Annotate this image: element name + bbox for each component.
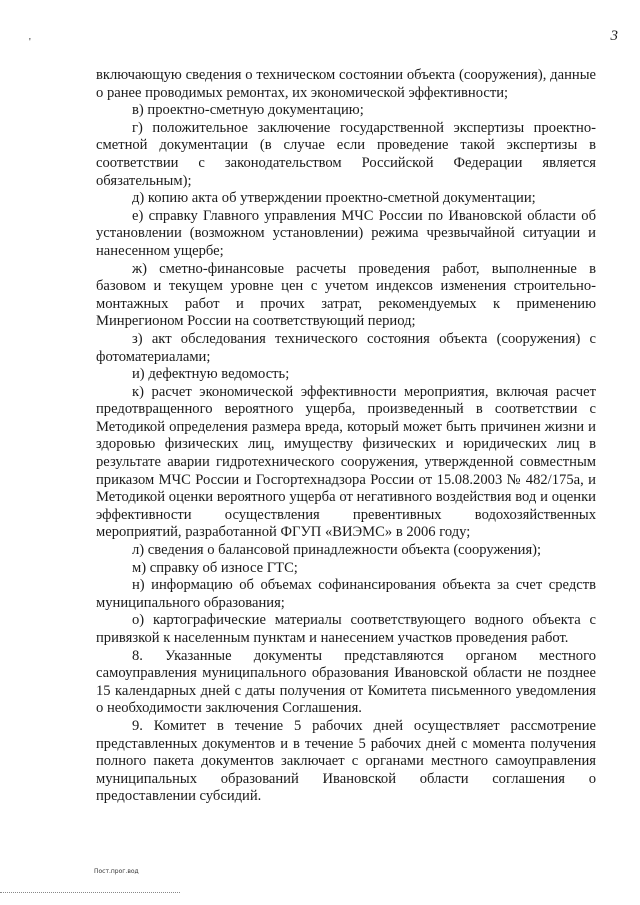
paragraph-clause-9: 9. Комитет в течение 5 рабочих дней осуществляет рассмотрение представленных документов и в течение 5 рабочих дней с момента получения полного пакета документов заключает с органами местного самоуправления муниципальных образований Ивановской области соглашения о предоставлении субсидий. [96,717,596,805]
document-body [96,67,596,806]
paragraph-continuation: включающую сведения о техническом состоянии объекта (сооружения), данные о ранее проводимых ремонтах, их экономической эффективности; [96,67,596,101]
paragraph-item-v: в) проектно-сметную документацию; [132,102,364,119]
paragraph-item-n: н) информацию об объемах софинансирования объекта за счет средств муниципального образования; [96,577,596,611]
paragraph-item-l: л) сведения о балансовой принадлежности объекта (сооружения); [132,542,542,559]
paragraph-item-g: г) положительное заключение государственной экспертизы проектно-сметной документации (в случае если проведение такой экспертизы в соответствии с законодательством Российской Федерации является обязательным); [96,119,596,189]
bottom-divider [0,892,180,893]
paragraph-item-zh: ж) сметно-финансовые расчеты проведения работ, выполненные в базовом и текущем уровне цен с учетом индексов изменения строительно-монтажных работ и прочих затрат, рекомендуемых к применению Минрегионом России на соответствующий период; [96,260,596,330]
corner-mark: ' [29,37,31,48]
paragraph-item-e: е) справку Главного управления МЧС России по Ивановской области об установлении (возможном установлении) режима чрезвычайной ситуации и нанесенном ущербе; [96,207,596,259]
footer-file-code: Пост.прог.вод [94,868,139,875]
paragraph-clause-8: 8. Указанные документы представляются органом местного самоуправления муниципального образования Ивановской области не позднее 15 календарных дней с даты получения от Комитета письменного уведомления о необходимости заключения Соглашения. [96,647,596,717]
paragraph-item-d: д) копию акта об утверждении проектно-сметной документации; [132,190,536,207]
paragraph-item-k: к) расчет экономической эффективности мероприятия, включая расчет предотвращенного вероятного ущерба, произведенный в соответствии с Методикой определения размера вреда, который может быть причинен жизни и здоровью физических лиц, имуществу физических и юридических лиц в результате аварии гидротехнического сооружения, утвержденной совместным приказом МЧС России и Госгортехнадзора России от 15.08.2003 № 482/175а, и Методикой оценки вероятного ущерба от негативного воздействия вод и оценки эффективности осуществления превентивных водохозяйственных мероприятий, разработанной ФГУП «ВИЭМС» в 2006 году; [96,383,596,541]
paragraph-item-o: о) картографические материалы соответствующего водного объекта с привязкой к населенным пунктам и нанесением участков проведения работ. [96,612,596,646]
page-number: 3 [610,28,618,44]
paragraph-item-i: и) дефектную ведомость; [132,366,290,383]
paragraph-item-m: м) справку об износе ГТС; [132,559,298,576]
paragraph-item-z: з) акт обследования технического состояния объекта (сооружения) с фотоматериалами; [96,330,596,365]
